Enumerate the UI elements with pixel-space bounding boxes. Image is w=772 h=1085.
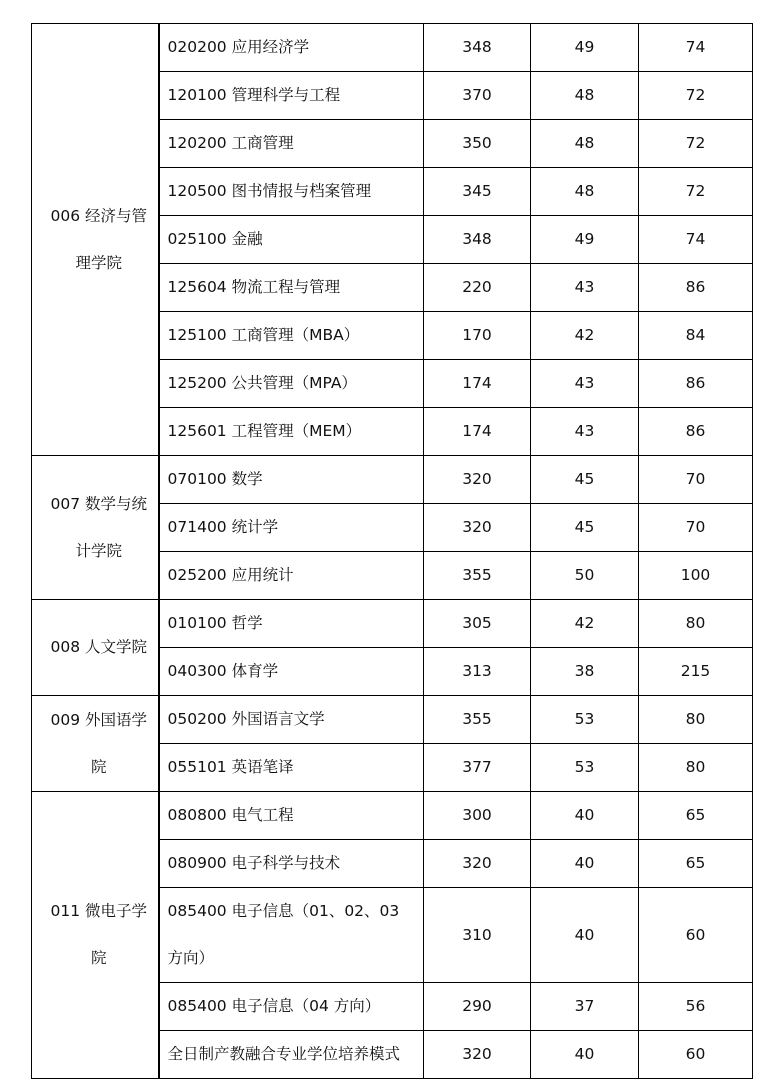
single-subject-1-cell: 48 bbox=[531, 120, 639, 168]
major-cell: 085400 电子信息（01、02、03 方向） bbox=[159, 888, 424, 983]
single-subject-2-cell: 72 bbox=[639, 168, 753, 216]
score-table bbox=[31, 23, 753, 1079]
major-cell: 120100 管理科学与工程 bbox=[159, 72, 424, 120]
college-name: 008 人文学院 bbox=[50, 638, 147, 656]
single-subject-1-cell: 49 bbox=[531, 216, 639, 264]
single-subject-2-cell: 100 bbox=[639, 552, 753, 600]
college-cell bbox=[32, 696, 159, 792]
major-cell: 125100 工商管理（MBA） bbox=[159, 312, 424, 360]
major-cell: 025200 应用统计 bbox=[159, 552, 424, 600]
single-subject-1-cell: 42 bbox=[531, 312, 639, 360]
single-subject-2-cell: 70 bbox=[639, 504, 753, 552]
total-score-cell: 305 bbox=[424, 600, 531, 648]
total-score-cell: 355 bbox=[424, 552, 531, 600]
college-cell bbox=[32, 600, 159, 696]
total-score-cell: 320 bbox=[424, 1031, 531, 1079]
major-cell: 120200 工商管理 bbox=[159, 120, 424, 168]
major-cell: 全日制产教融合专业学位培养模式 bbox=[159, 1031, 424, 1079]
total-score-cell: 345 bbox=[424, 168, 531, 216]
total-score-cell: 355 bbox=[424, 696, 531, 744]
college-name: 009 外国语学院 bbox=[50, 710, 147, 776]
table-row bbox=[32, 456, 753, 504]
single-subject-1-cell: 50 bbox=[531, 552, 639, 600]
single-subject-2-cell: 72 bbox=[639, 120, 753, 168]
major-cell: 055101 英语笔译 bbox=[159, 744, 424, 792]
table-row bbox=[32, 792, 753, 840]
college-name: 011 微电子学院 bbox=[50, 902, 147, 967]
total-score-cell: 370 bbox=[424, 72, 531, 120]
total-score-cell: 310 bbox=[424, 888, 531, 983]
single-subject-1-cell: 45 bbox=[531, 456, 639, 504]
single-subject-1-cell: 38 bbox=[531, 648, 639, 696]
major-cell: 070100 数学 bbox=[159, 456, 424, 504]
single-subject-1-cell: 40 bbox=[531, 1031, 639, 1079]
table-row bbox=[32, 696, 753, 744]
single-subject-2-cell: 80 bbox=[639, 744, 753, 792]
college-cell bbox=[32, 792, 159, 1079]
major-cell: 125604 物流工程与管理 bbox=[159, 264, 424, 312]
total-score-cell: 320 bbox=[424, 504, 531, 552]
total-score-cell: 350 bbox=[424, 120, 531, 168]
major-cell: 080800 电气工程 bbox=[159, 792, 424, 840]
single-subject-2-cell: 86 bbox=[639, 408, 753, 456]
total-score-cell: 220 bbox=[424, 264, 531, 312]
total-score-cell: 377 bbox=[424, 744, 531, 792]
single-subject-1-cell: 43 bbox=[531, 408, 639, 456]
total-score-cell: 170 bbox=[424, 312, 531, 360]
single-subject-1-cell: 53 bbox=[531, 696, 639, 744]
college-cell bbox=[32, 456, 159, 600]
single-subject-1-cell: 45 bbox=[531, 504, 639, 552]
major-cell: 120500 图书情报与档案管理 bbox=[159, 168, 424, 216]
single-subject-2-cell: 72 bbox=[639, 72, 753, 120]
single-subject-2-cell: 84 bbox=[639, 312, 753, 360]
total-score-cell: 348 bbox=[424, 24, 531, 72]
major-cell: 071400 统计学 bbox=[159, 504, 424, 552]
major-cell: 085400 电子信息（04 方向） bbox=[159, 983, 424, 1031]
single-subject-2-cell: 86 bbox=[639, 360, 753, 408]
single-subject-1-cell: 37 bbox=[531, 983, 639, 1031]
major-cell: 040300 体育学 bbox=[159, 648, 424, 696]
single-subject-2-cell: 60 bbox=[639, 1031, 753, 1079]
single-subject-2-cell: 65 bbox=[639, 792, 753, 840]
single-subject-2-cell: 74 bbox=[639, 216, 753, 264]
major-cell: 125200 公共管理（MPA） bbox=[159, 360, 424, 408]
single-subject-2-cell: 80 bbox=[639, 696, 753, 744]
single-subject-1-cell: 48 bbox=[531, 72, 639, 120]
total-score-cell: 290 bbox=[424, 983, 531, 1031]
total-score-cell: 348 bbox=[424, 216, 531, 264]
single-subject-1-cell: 40 bbox=[531, 792, 639, 840]
single-subject-2-cell: 56 bbox=[639, 983, 753, 1031]
table-row bbox=[32, 24, 753, 72]
total-score-cell: 313 bbox=[424, 648, 531, 696]
college-cell bbox=[32, 24, 159, 456]
single-subject-2-cell: 86 bbox=[639, 264, 753, 312]
major-cell: 020200 应用经济学 bbox=[159, 24, 424, 72]
major-cell: 025100 金融 bbox=[159, 216, 424, 264]
single-subject-2-cell: 65 bbox=[639, 840, 753, 888]
college-name: 006 经济与管理学院 bbox=[50, 206, 147, 272]
single-subject-2-cell: 70 bbox=[639, 456, 753, 504]
single-subject-1-cell: 48 bbox=[531, 168, 639, 216]
single-subject-1-cell: 43 bbox=[531, 264, 639, 312]
single-subject-1-cell: 43 bbox=[531, 360, 639, 408]
table-row bbox=[32, 600, 753, 648]
single-subject-2-cell: 215 bbox=[639, 648, 753, 696]
single-subject-1-cell: 49 bbox=[531, 24, 639, 72]
major-cell: 050200 外国语言文学 bbox=[159, 696, 424, 744]
single-subject-2-cell: 60 bbox=[639, 888, 753, 983]
total-score-cell: 300 bbox=[424, 792, 531, 840]
major-cell: 010100 哲学 bbox=[159, 600, 424, 648]
single-subject-2-cell: 74 bbox=[639, 24, 753, 72]
single-subject-1-cell: 53 bbox=[531, 744, 639, 792]
single-subject-1-cell: 40 bbox=[531, 840, 639, 888]
major-cell: 125601 工程管理（MEM） bbox=[159, 408, 424, 456]
total-score-cell: 174 bbox=[424, 408, 531, 456]
college-name: 007 数学与统计学院 bbox=[50, 494, 147, 560]
major-cell: 080900 电子科学与技术 bbox=[159, 840, 424, 888]
total-score-cell: 320 bbox=[424, 840, 531, 888]
total-score-cell: 174 bbox=[424, 360, 531, 408]
single-subject-1-cell: 40 bbox=[531, 888, 639, 983]
single-subject-1-cell: 42 bbox=[531, 600, 639, 648]
total-score-cell: 320 bbox=[424, 456, 531, 504]
single-subject-2-cell: 80 bbox=[639, 600, 753, 648]
table-body bbox=[32, 24, 753, 1079]
